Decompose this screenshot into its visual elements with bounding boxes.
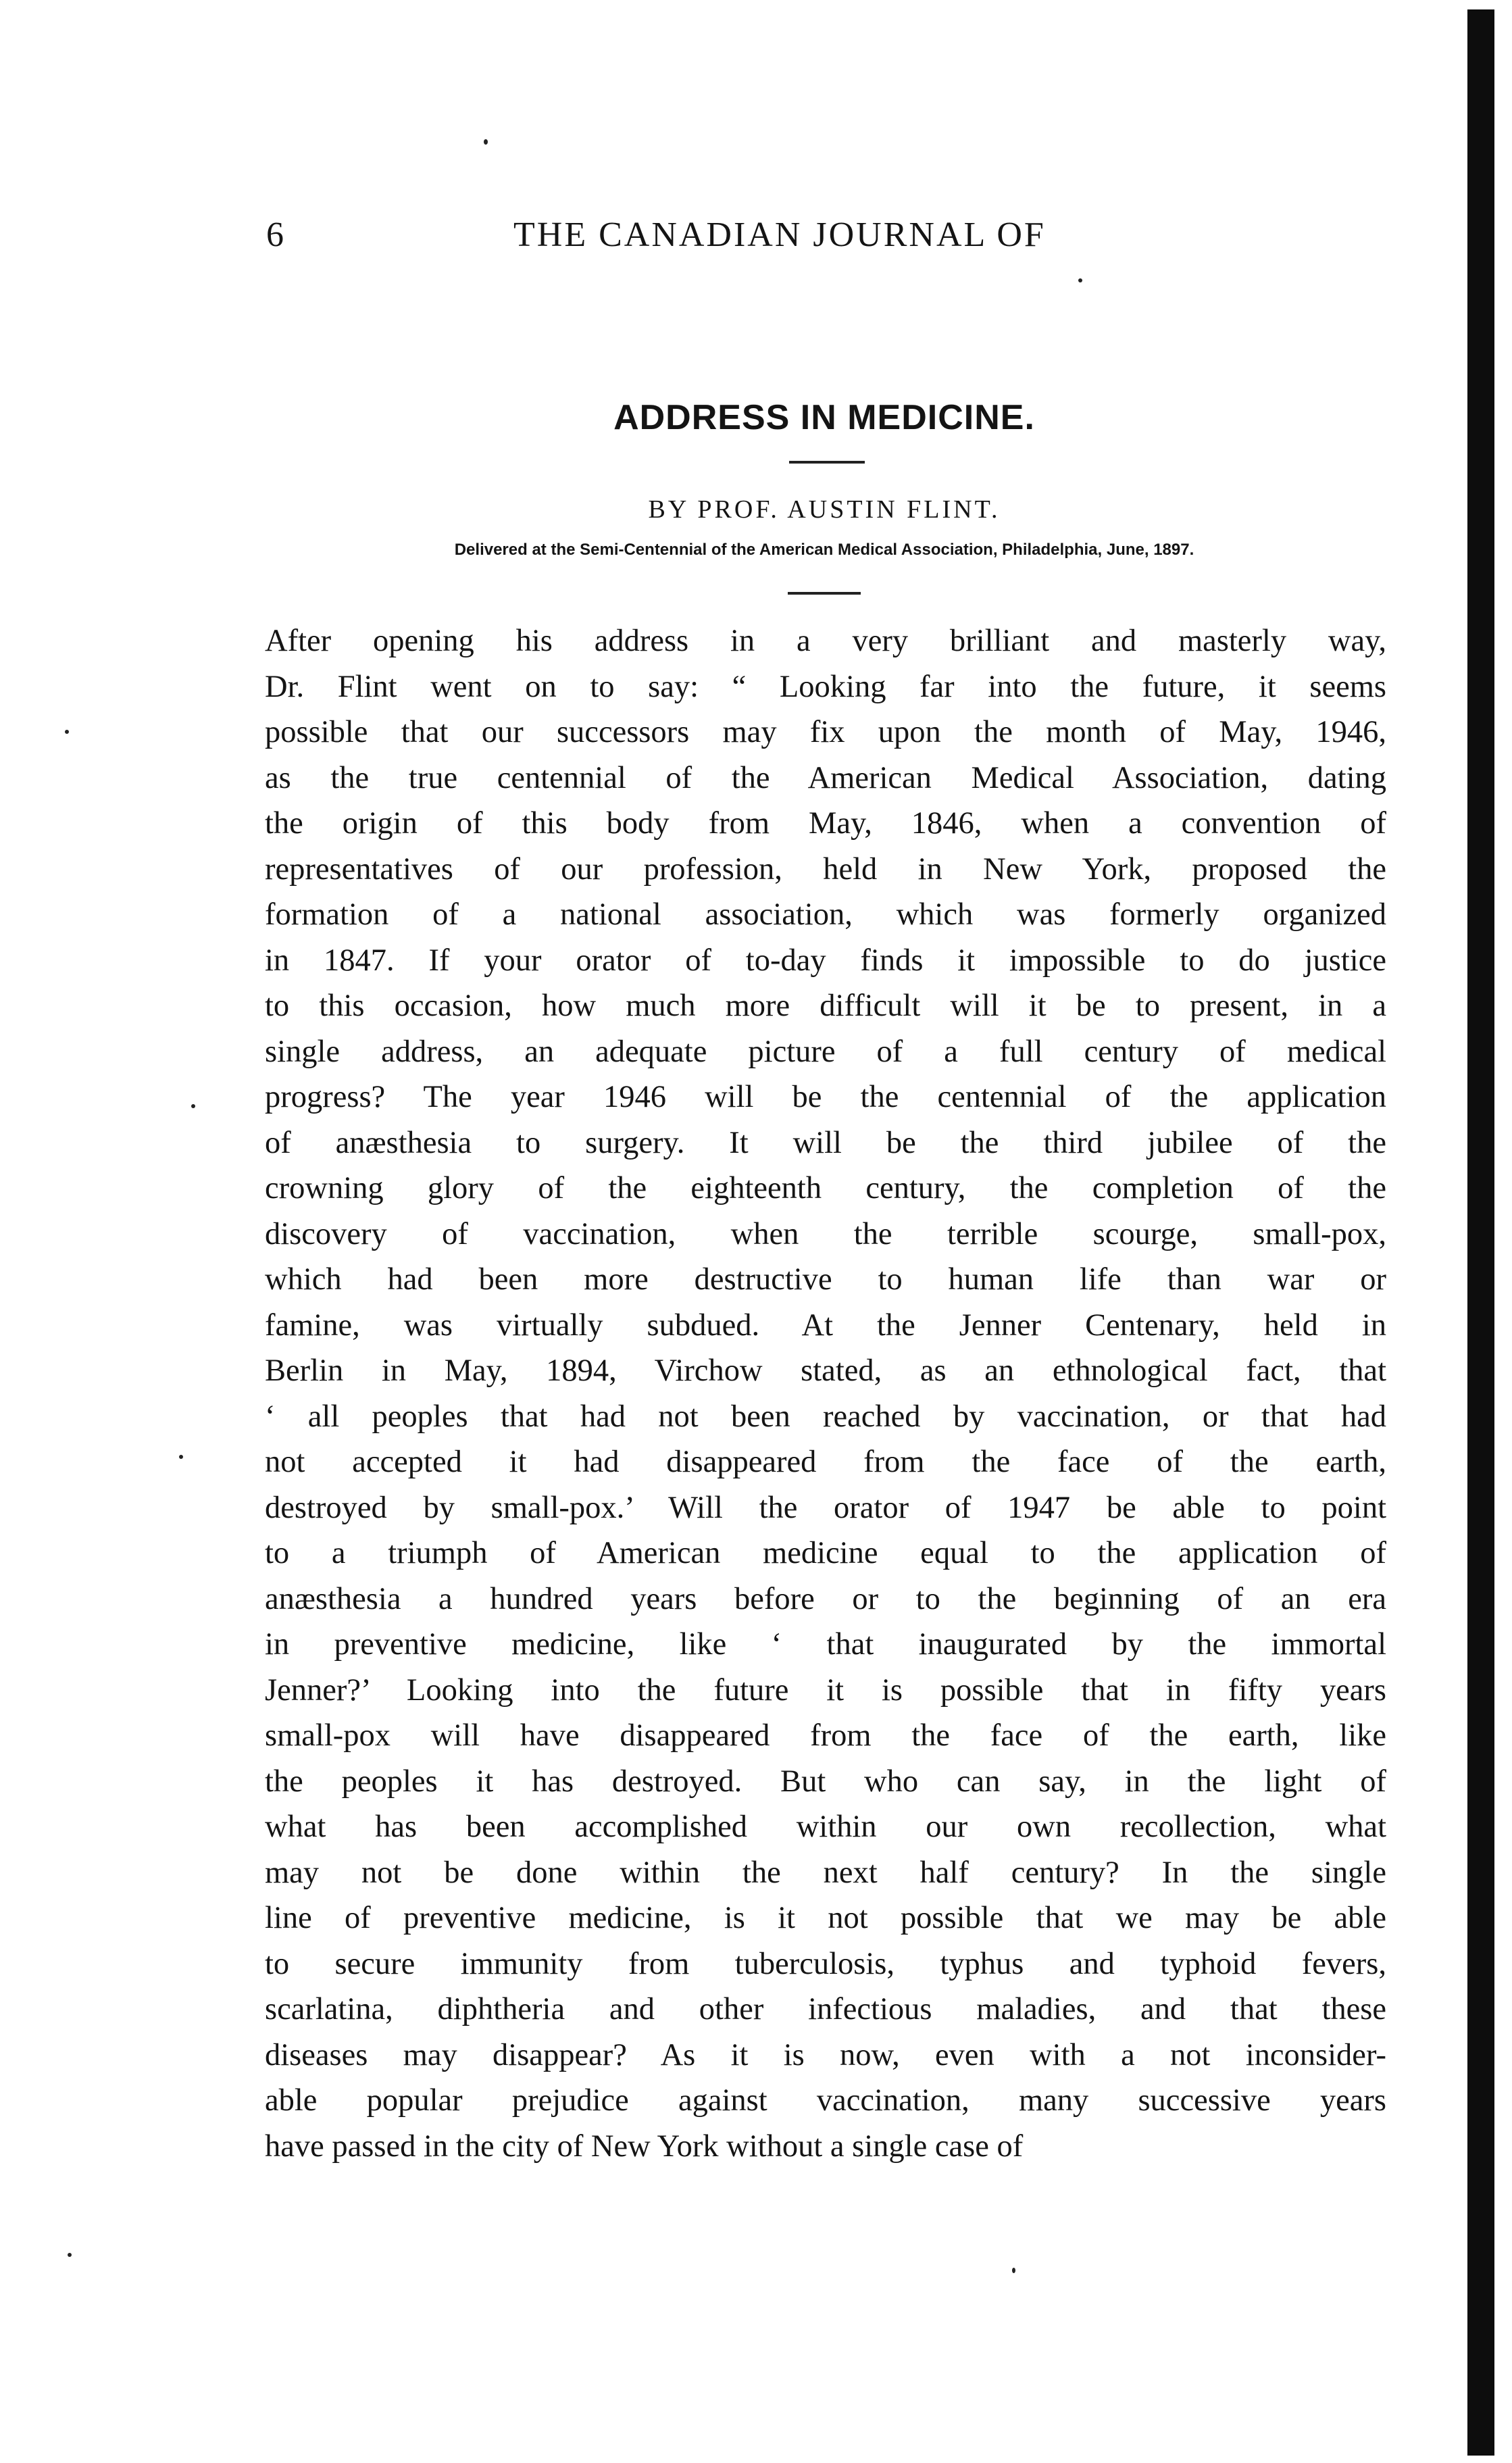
body-line: diseases may disappear? As it is now, even with a not inconsider- <box>265 2037 1386 2072</box>
body-line: Berlin in May, 1894, Virchow stated, as an ethnological fact, that <box>265 1353 1386 1388</box>
body-line: crowning glory of the eighteenth century, the completion of the <box>265 1171 1386 1205</box>
body-line: not accepted it had disappeared from the face of the earth, <box>265 1445 1386 1479</box>
scan-speck <box>1078 278 1082 282</box>
scan-speck <box>65 730 69 734</box>
body-line: Jenner?’ Looking into the future it is possible that in fifty years <box>265 1672 1386 1708</box>
body-line: what has been accomplished within our own recollection, what <box>265 1810 1386 1844</box>
body-line: discovery of vaccination, when the terrible scourge, small-pox, <box>265 1216 1386 1251</box>
body-line: famine, was virtually subdued. At the Jenner Centenary, held in <box>265 1308 1386 1343</box>
article-title: ADDRESS IN MEDICINE. <box>613 398 1035 437</box>
delivery-note: Delivered at the Semi-Centennial of the American Medical Association, Philadelphia, June, 1897. <box>454 541 1194 559</box>
author-byline: BY PROF. AUSTIN FLINT. <box>648 495 1001 524</box>
body-line: in preventive medicine, like ‘ that inaugurated by the immortal <box>265 1627 1386 1662</box>
body-line: able popular prejudice against vaccination, many successive years <box>265 2083 1386 2118</box>
body-line: the peoples it has destroyed. But who can say, in the light of <box>265 1764 1386 1799</box>
page-number: 6 <box>266 216 284 254</box>
journal-title: THE CANADIAN JOURNAL OF <box>513 216 1046 254</box>
article-body <box>265 618 1386 2169</box>
body-line: progress? The year 1946 will be the centennial of the application <box>265 1080 1386 1114</box>
scan-speck <box>484 139 488 145</box>
body-line: destroyed by small-pox.’ Will the orator of 1947 be able to point <box>265 1490 1386 1525</box>
body-line: ‘ all peoples that had not been reached by vaccination, or that had <box>265 1399 1386 1434</box>
body-line: in 1847. If your orator of to-day finds it impossible to do justice <box>265 943 1386 978</box>
body-line: may not be done within the next half century? In the single <box>265 1855 1386 1890</box>
scan-speck <box>191 1104 195 1108</box>
running-head <box>263 215 1385 262</box>
body-line: anæsthesia a hundred years before or to the beginning of an era <box>265 1581 1386 1616</box>
body-line: to this occasion, how much more difficult will it be to present, in a <box>265 989 1386 1023</box>
scan-speck <box>68 2253 72 2257</box>
body-line: the origin of this body from May, 1846, when a convention of <box>265 806 1386 841</box>
body-line: of anæsthesia to surgery. It will be the third jubilee of the <box>265 1125 1386 1160</box>
scan-speck <box>179 1455 183 1459</box>
body-line: to secure immunity from tuberculosis, typhus and typhoid fevers, <box>265 1946 1386 1981</box>
scan-edge-bar <box>1467 9 1494 2456</box>
body-line: single address, an adequate picture of a full century of medical <box>265 1034 1386 1069</box>
body-line: formation of a national association, which was formerly organized <box>265 897 1386 932</box>
body-line: as the true centennial of the American Medical Association, dating <box>265 760 1386 795</box>
scan-speck <box>1012 2268 1015 2273</box>
body-line: which had been more destructive to human life than war or <box>265 1262 1386 1297</box>
body-line: Dr. Flint went on to say: “ Looking far into the future, it seems <box>265 669 1386 704</box>
body-line: possible that our successors may fix upon the month of May, 1946, <box>265 715 1386 749</box>
byline-divider <box>788 592 861 595</box>
body-line: scarlatina, diphtheria and other infectious maladies, and that these <box>265 1992 1386 2026</box>
body-line: line of preventive medicine, is it not possible that we may be able <box>265 1901 1386 1935</box>
body-line: have passed in the city of New York without a single case of <box>265 2129 1024 2164</box>
body-line: After opening his address in a very brilliant and masterly way, <box>265 624 1386 658</box>
body-line: representatives of our profession, held in New York, proposed the <box>265 851 1386 887</box>
body-line: to a triumph of American medicine equal to the application of <box>265 1536 1386 1570</box>
title-divider <box>789 461 865 464</box>
body-line: small-pox will have disappeared from the face of the earth, like <box>265 1718 1386 1753</box>
